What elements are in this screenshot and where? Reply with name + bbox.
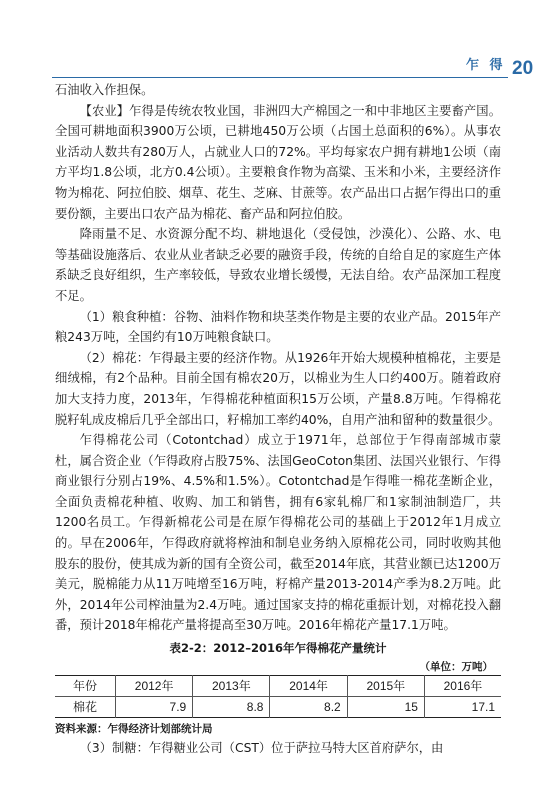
table-header-cell: 年份 [55,676,116,697]
table-cell: 17.1 [424,697,501,718]
header-divider [52,77,508,78]
table-header-cell: 2015年 [347,676,424,697]
table-cell: 8.2 [270,697,347,718]
cotton-production-table [55,675,501,718]
table-header-cell: 2014年 [270,676,347,697]
table-cell: 8.8 [193,697,270,718]
paragraph-constraints: 降雨量不足、水资源分配不均、耕地退化（受侵蚀，沙漠化）、公路、水、电等基础设施落后、农业从业者缺乏必要的融资手段，传统的自给自足的家庭生产体系缺乏良好组织，生产率较低，导致农业增长缓慢，无法自给。农产品深加工程度不足。 [55,227,501,303]
table-row-label: 棉花 [72,699,97,714]
table-source: 资料来源：乍得经济计划部统计局 [55,723,213,736]
running-header-title: 乍 得 [466,58,506,73]
paragraph-cotton: （2）棉花：乍得最主要的经济作物。从1926年开始大规模种植棉花，主要是细绒棉，有2个品种。目前全国有棉农20万，以棉业为生人口约400万。随着政府加大支持力度，2013年，乍得棉花种植面积15万公顷，产量8.8万吨。乍得棉花脱籽轧成皮棉后几乎全部出口，籽棉加工率约40%，自用产油和留种的数量很少。 [55,350,501,427]
table-row [55,697,501,718]
table-header-cell: 2013年 [193,676,270,697]
paragraph-cotontchad: 乍得棉花公司（Cotontchad）成立于1971年，总部位于乍得南部城市蒙杜，属合资企业（乍得政府占股75%、法国GeoCoton集团、法国兴业银行、乍得商业银行分别占19%、4.5%和1.5%）。Cotontchad是乍得唯一棉花垄断企业，全面负责棉花种植、收购、加工和销售，拥有6家轧棉厂和1家制油制造厂，共1200名员工。乍得新棉花公司是在原乍得棉花公司的基础上于2012年1月成立的。早在2006年，乍得政府就将榨油和制皂业务纳入原棉花公司，同时收购其他股东的股份，使其成为新的国有全资公司，截至2014年底，其营业额已达1200万美元，脱棉能力从11万吨增至16万吨，籽棉产量2013-2014产季为8.2万吨。此外，2014年公司榨油量为2.4万吨。通过国家支持的棉花重振计划，对棉花投入翻番，预计2018年棉花产量将提高至30万吨。2016年棉花产量17.1万吨。 [55,433,501,633]
paragraph-sugar: （3）制糖：乍得糖业公司（CST）位于萨拉马特大区首府萨尔，由 [79,741,444,756]
table-header-cell: 2016年 [424,676,501,697]
paragraph-agriculture: 【农业】乍得是传统农牧业国，非洲四大产棉国之一和中非地区主要畜产国。全国可耕地面积3900万公顷，已耕地450万公顷（占国土总面积的6%）。从事农业活动人数共有280万人，占就业人口的72%。平均每家农户拥有耕地1公顷（南方平均1.8公顷，北方0.4公顷）。主要粮食作物为高粱、玉米和小米，主要经济作物为棉花、阿拉伯胶、烟草、花生、芝麻、甘蔗等。农产品出口占据乍得出口的重要份额，主要出口农产品为棉花、畜产品和阿拉伯胶。 [55,103,501,221]
table-cell: 7.9 [116,697,193,718]
table-cell: 15 [347,697,424,718]
table-header-cell: 2012年 [116,676,193,697]
paragraph-grain: （1）粮食种植：谷物、油料作物和块茎类作物是主要的农业产品。2015年产粮243万吨，全国约有10万吨粮食缺口。 [55,309,501,345]
page-number: 20 [512,58,534,79]
table-unit: （单位：万吨） [419,661,493,674]
page-body [55,80,501,759]
table-header-row [55,676,501,697]
paragraph-continuation: 石油收入作担保。 [55,83,154,97]
table-title: 表2-2：2012–2016年乍得棉花产量统计 [169,641,387,656]
